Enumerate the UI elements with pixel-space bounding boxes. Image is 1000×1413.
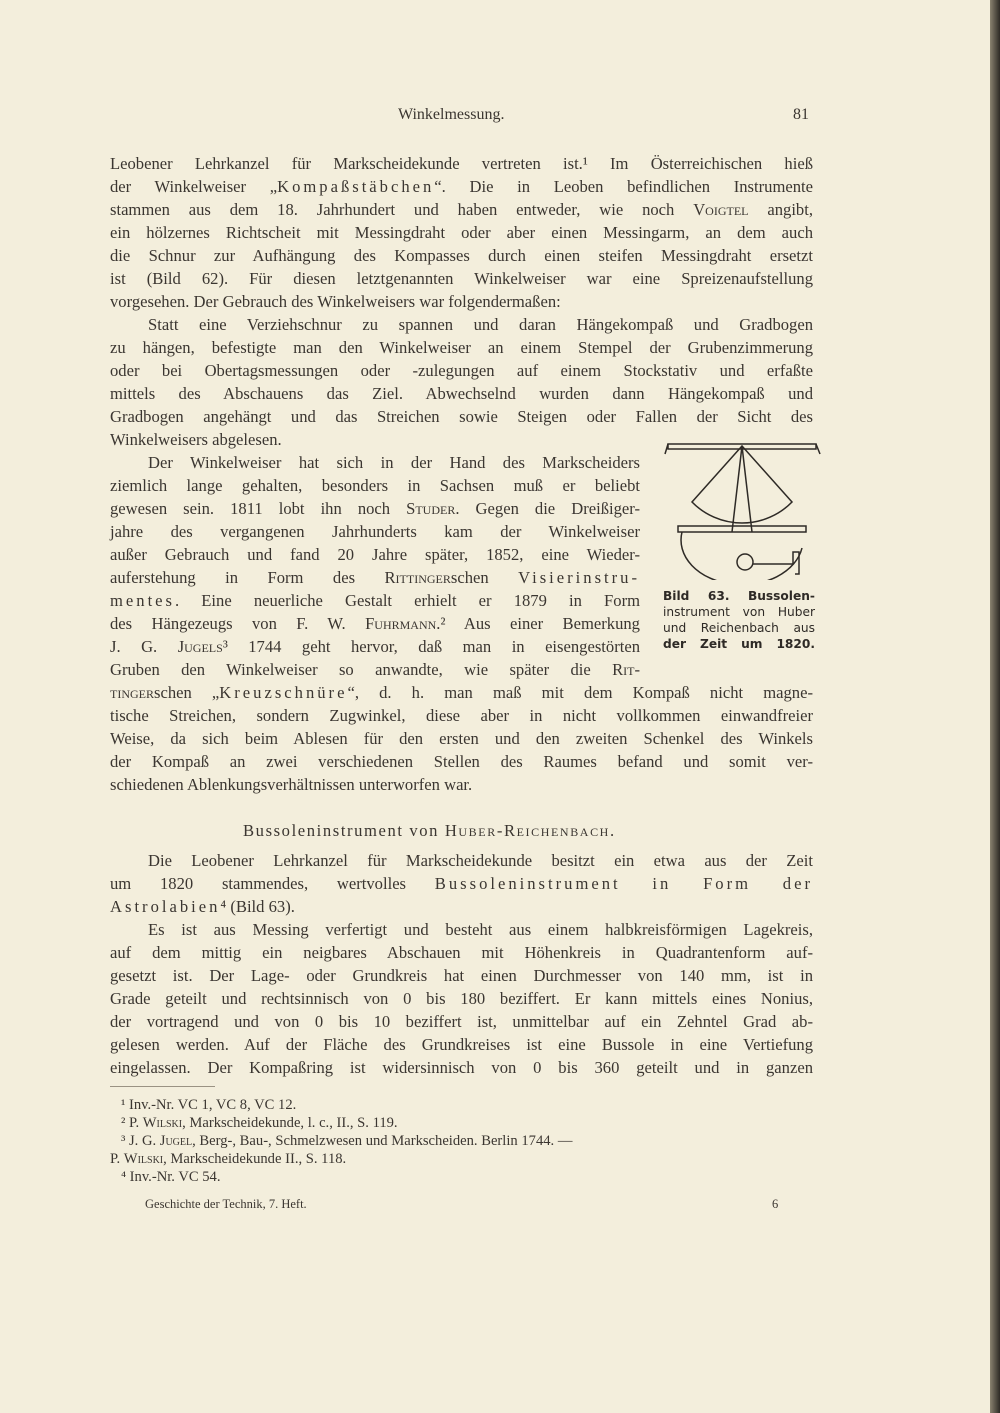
footnote-line: ⁴ Inv.-Nr. VC 54. <box>110 1169 221 1185</box>
footnote-line: P. Wilski, Markscheidekunde II., S. 118. <box>110 1151 347 1167</box>
spaced-emphasis: Kompaßstäbchen <box>277 177 435 196</box>
figure-sight-lines <box>732 446 752 532</box>
text-line: gesetzt ist. Der Lage- oder Grundkreis hat einen Durchmesser von 140 mm, ist in <box>110 966 813 985</box>
text-line: eingelassen. Der Kompaßring ist widersinnisch von 0 bis 360 geteilt und in ganzen <box>110 1058 813 1077</box>
small-caps-name: Jugel <box>159 1133 193 1149</box>
footer-series: Geschichte der Technik, 7. Heft. <box>145 1197 307 1211</box>
text-line: jahre des vergangenen Jahrhunderts kam der Winkelweiser <box>110 522 640 541</box>
section-heading <box>243 821 616 841</box>
text-line: der vortragend und von 0 bis 10 beziffert ist, unmittelbar auf ein Zehntel Grad ab- <box>110 1012 813 1031</box>
text-line: mittels des Abschauens das Ziel. Abwechselnd wurden dann Hängekompaß und <box>110 384 813 403</box>
text-line: gelesen werden. Auf der Fläche des Grundkreises ist eine Bussole in eine Vertiefung <box>110 1035 813 1054</box>
paragraph-block-2 <box>110 451 640 681</box>
footnote-rule <box>110 1086 215 1087</box>
section-heading-text: Bussoleninstrument von <box>243 821 445 840</box>
figure-quadrant <box>692 446 792 523</box>
footnotes <box>110 1096 815 1186</box>
text-line: Leobener Lehrkanzel für Markscheidekunde vertreten ist.¹ Im Österreichischen hieß <box>110 154 813 173</box>
figure-vernier <box>753 552 799 574</box>
small-caps-name: Fuhrmann <box>365 614 437 633</box>
paragraph-block-1 <box>110 152 813 451</box>
text-line: Gradbogen angehängt und das Streichen sowie Steigen oder Fallen der Sicht des <box>110 407 813 426</box>
text-line: Statt eine Verziehschnur zu spannen und daran Hängekompaß und Gradbogen <box>148 315 813 334</box>
running-header: Winkelmessung. <box>398 106 505 123</box>
figure-caption <box>663 588 815 652</box>
small-caps-name: Jugels <box>177 637 223 656</box>
text-line: ist (Bild 62). Für diesen letztgenannten Winkelweiser war eine Spreizenaufstellung <box>110 269 813 288</box>
spaced-emphasis: Astrolabien <box>110 897 221 916</box>
small-caps-name: Rittinger <box>384 568 451 587</box>
text-line: Grade geteilt und rechtsinnisch von 0 bis 180 beziffert. Er kann mittels eines Nonius, <box>110 989 813 1008</box>
footnote-line: ² P. Wilski, Markscheidekunde, l. c., II., S. 119. <box>110 1115 398 1131</box>
text-line: Der Winkelweiser hat sich in der Hand des Markscheiders <box>148 453 640 472</box>
text-line: der Kompaß an zwei verschiedenen Stellen des Raumes befand und somit ver- <box>110 752 813 771</box>
small-caps-name: Voigtel <box>693 200 749 219</box>
small-caps-name: Rit- <box>612 660 640 679</box>
caption-line: instrument von Huber <box>663 605 815 619</box>
text-line: außer Gebrauch und fand 20 Jahre später, 1852, eine Wieder- <box>110 545 640 564</box>
text-line: ziemlich lange gehalten, besonders in Sachsen muß er beliebt <box>110 476 640 495</box>
figure-bowl <box>681 532 802 580</box>
text-line: auf dem mittig ein neigbares Abschauen mit Höhenkreis in Quadrantenform auf- <box>110 943 813 962</box>
footer-signature: 6 <box>772 1197 779 1211</box>
page-edge-shadow <box>990 0 1000 1413</box>
text-line: Winkelweisers abgelesen. <box>110 430 282 449</box>
footnote-line: ³ J. G. Jugel, Berg-, Bau-, Schmelzwesen und Markscheiden. Berlin 1744. — <box>110 1133 573 1149</box>
text-line: schiedenen Ablenkungsverhältnissen unterworfen war. <box>110 775 473 794</box>
text-line: ein hölzernes Richtscheit mit Messingdraht oder aber einen Messingarm, an dem auch <box>110 223 813 242</box>
spaced-emphasis: Visierinstru- <box>518 568 640 587</box>
caption-line: und Reichenbach aus <box>663 621 815 635</box>
text-line: tische Streichen, sondern Zugwinkel, diese aber in nicht vollkommen einwandfreier <box>110 706 813 725</box>
figure-compass <box>737 554 753 570</box>
spaced-emphasis: Kreuzschnüre <box>219 683 348 702</box>
text-line: Die Leobener Lehrkanzel für Markscheidekunde besitzt ein etwa aus der Zeit <box>148 851 813 870</box>
text-line: die Schnur zur Aufhängung des Kompasses durch einen steifen Messingdraht ersetzt <box>110 246 813 265</box>
paragraph-block-4 <box>110 849 813 1079</box>
section-heading-name: Huber-Reichenbach. <box>444 821 616 840</box>
text-line: auferstehung in Form des Rittingerschen Visierinstru- <box>110 568 640 587</box>
text-line: Gruben den Winkelweiser so anwandte, wie später die Rit- <box>110 660 640 679</box>
figure-bussoleninstrument <box>660 440 825 580</box>
caption-line: der Zeit um 1820. <box>663 637 815 651</box>
text-line: stammen aus dem 18. Jahrhundert und haben entweder, wie noch Voigtel angibt, <box>110 200 813 219</box>
text-line: oder bei Obertagsmessungen oder -zulegungen auf einem Stockstativ und erfaßte <box>110 361 813 380</box>
text-line: der Winkelweiser „Kompaßstäbchen“. Die in Leoben befindlichen Instrumente <box>110 177 813 196</box>
small-caps-name: Studer <box>406 499 456 518</box>
text-line: gewesen sein. 1811 lobt ihn noch Studer. Gegen die Dreißiger- <box>110 499 640 518</box>
text-line: Weise, da sich beim Ablesen für den ersten und den zweiten Schenkel des Winkels <box>110 729 813 748</box>
text-line: um 1820 stammendes, wertvolles Bussoleninstrument in Form der <box>110 874 813 893</box>
page-number: 81 <box>793 106 809 123</box>
paragraph-block-3 <box>110 681 813 796</box>
text-line: zu hängen, befestigte man den Winkelweiser an einem Stempel der Grubenzimmerung <box>110 338 813 357</box>
small-caps-name: Wilski <box>142 1115 183 1131</box>
spaced-emphasis: mentes <box>110 591 176 610</box>
text-line: vorgesehen. Der Gebrauch des Winkelweisers war folgendermaßen: <box>110 292 561 311</box>
small-caps-name: Wilski <box>123 1151 164 1167</box>
small-caps-name: tinger <box>110 683 154 702</box>
figure-base-plate <box>678 526 806 532</box>
footnote-line: ¹ Inv.-Nr. VC 1, VC 8, VC 12. <box>110 1097 297 1113</box>
text-line: tingerschen „Kreuzschnüre“, d. h. man maß mit dem Kompaß nicht magne- <box>110 683 813 702</box>
text-line: J. G. Jugels³ 1744 geht hervor, daß man in eisengestörten <box>110 637 640 656</box>
spaced-emphasis: Bussoleninstrument in Form der <box>434 874 813 893</box>
text-line: des Hängezeugs von F. W. Fuhrmann.² Aus einer Bemerkung <box>110 614 640 633</box>
text-line: Astrolabien⁴ (Bild 63). <box>110 897 295 916</box>
caption-line: Bild 63. Bussolen- <box>663 589 815 603</box>
text-line: Es ist aus Messing verfertigt und besteht aus einem halbkreisförmigen Lagekreis, <box>148 920 813 939</box>
text-line: mentes. Eine neuerliche Gestalt erhielt er 1879 in Form <box>110 591 640 610</box>
